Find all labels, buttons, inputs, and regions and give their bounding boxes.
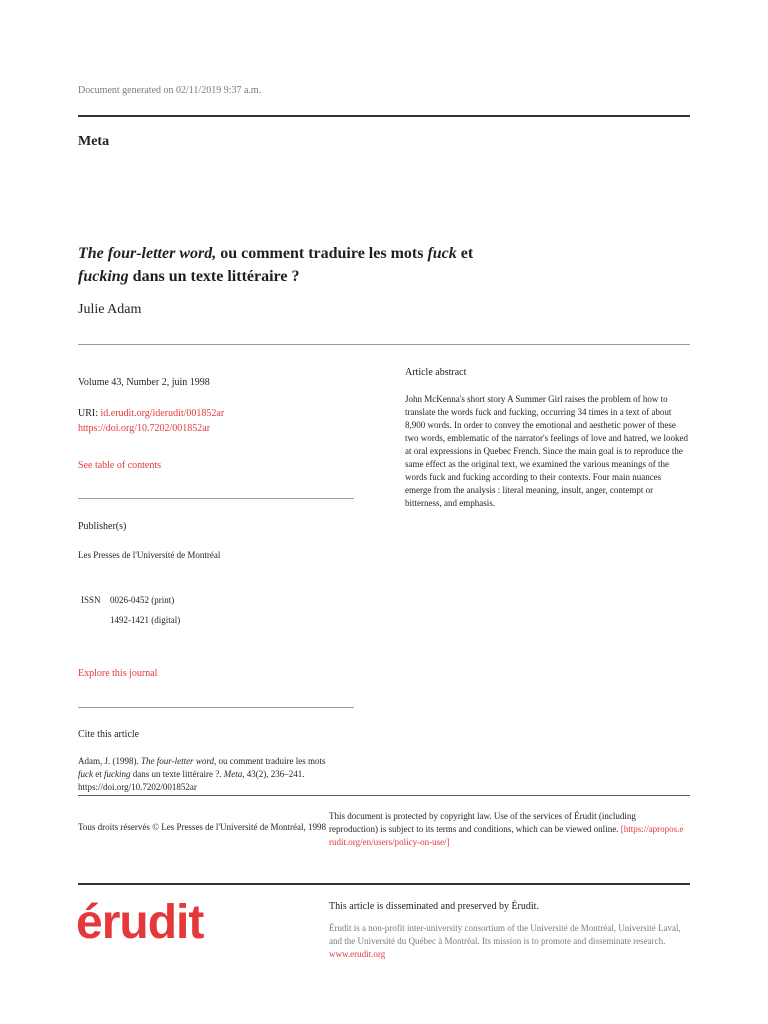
abstract-text: John McKenna's short story A Summer Girl raises the problem of how to translate the words fuck and fucking, occurring 34 times in a text of about 8,900 words. In order to convey the emotional and aesthetic power of these two words, emblematic of the narrator's feelings of love and hatred, we looked at oral expressions in Quebec French. Since the main goal is to reproduce the same effect as the original text, we examined the various meanings of the words fuck and fucking according to their contexts. Four main nuances emerge from the analysis : literal meaning, insult, anger, contempt or bitterness, and emphasis. [405,394,689,508]
cite-part-1: Adam, J. (1998). [78,756,141,766]
policy-link[interactable]: https://apropos.erudit.org/en/users/policy-on-use/ [329,824,684,847]
title-italic-3: fuck [427,245,457,262]
journal-name: Meta [78,134,110,149]
title-italic-5: fucking [78,268,129,285]
explore-journal-link[interactable]: Explore this journal [78,668,158,679]
cite-part-2: The four-letter word [141,756,214,766]
issn-label: ISSN [81,595,101,605]
cite-doi: https://doi.org/10.7202/001852ar [78,782,197,792]
issn-digital: 1492-1421 (digital) [110,615,181,625]
publisher-heading: Publisher(s) [78,521,127,532]
toc-link[interactable]: See table of contents [78,460,162,471]
abstract-heading: Article abstract [405,367,467,378]
copyright-text: This document is protected by copyright law. Use of the services of Érudit (including reproduction) is subject to its terms and conditions, which can be viewed online. [329,811,636,834]
title-text-4: et [456,245,474,262]
policy-bracket-close: ] [446,837,450,847]
author-name: Julie Adam [78,302,142,317]
disseminated-text: This article is disseminated and preserved by Érudit. [329,901,539,912]
copyright-notice [329,810,685,849]
bottom-rule [78,883,690,885]
title-text-6: dans un texte littéraire ? [128,268,300,285]
cite-part-5: et [93,769,104,779]
header-rule [78,115,690,117]
doi-link[interactable]: https://doi.org/10.7202/001852ar [78,423,211,434]
cite-heading: Cite this article [78,729,140,740]
cite-part-4: fuck [78,769,93,779]
left-rule-1 [78,498,354,499]
policy-bracket-open: [ [618,824,624,834]
cite-part-8: Meta [223,769,243,779]
uri-line [78,406,224,421]
erudit-website-link[interactable]: www.erudit.org [329,949,386,959]
issn-print: 0026-0452 (print) [110,595,175,605]
title-rule [78,344,690,345]
cite-part-7: dans un texte littéraire ?. [130,769,224,779]
citation-text [78,755,348,794]
erudit-description [329,922,685,961]
publisher-name: Les Presses de l'Université de Montréal [78,550,221,560]
volume-info: Volume 43, Number 2, juin 1998 [78,377,210,388]
cite-part-6: fucking [104,769,131,779]
title-text-2: ou comment traduire les mots [216,245,428,262]
uri-link[interactable]: id.erudit.org/iderudit/001852ar [100,408,225,419]
article-title [78,242,638,288]
generated-date: Document generated on 02/11/2019 9:37 a.m. [78,85,262,96]
cite-part-3: , ou comment traduire les mots [213,756,326,766]
left-rule-2 [78,707,354,708]
uri-label: URI: [78,408,101,419]
erudit-logo: érudit [76,896,204,949]
footer-rule [78,795,690,796]
erudit-desc-text: Érudit is a non-profit inter-university consortium of the Université de Montréal, Université Laval, and the Université du Québec à Montréal. Its mission is to promote and disseminate research. [329,923,681,946]
rights-text: Tous droits réservés © Les Presses de l'Université de Montréal, 1998 [78,822,327,832]
cite-part-9: , 43(2), 236–241. [242,769,305,779]
title-italic-1: The four-letter word, [78,245,217,262]
